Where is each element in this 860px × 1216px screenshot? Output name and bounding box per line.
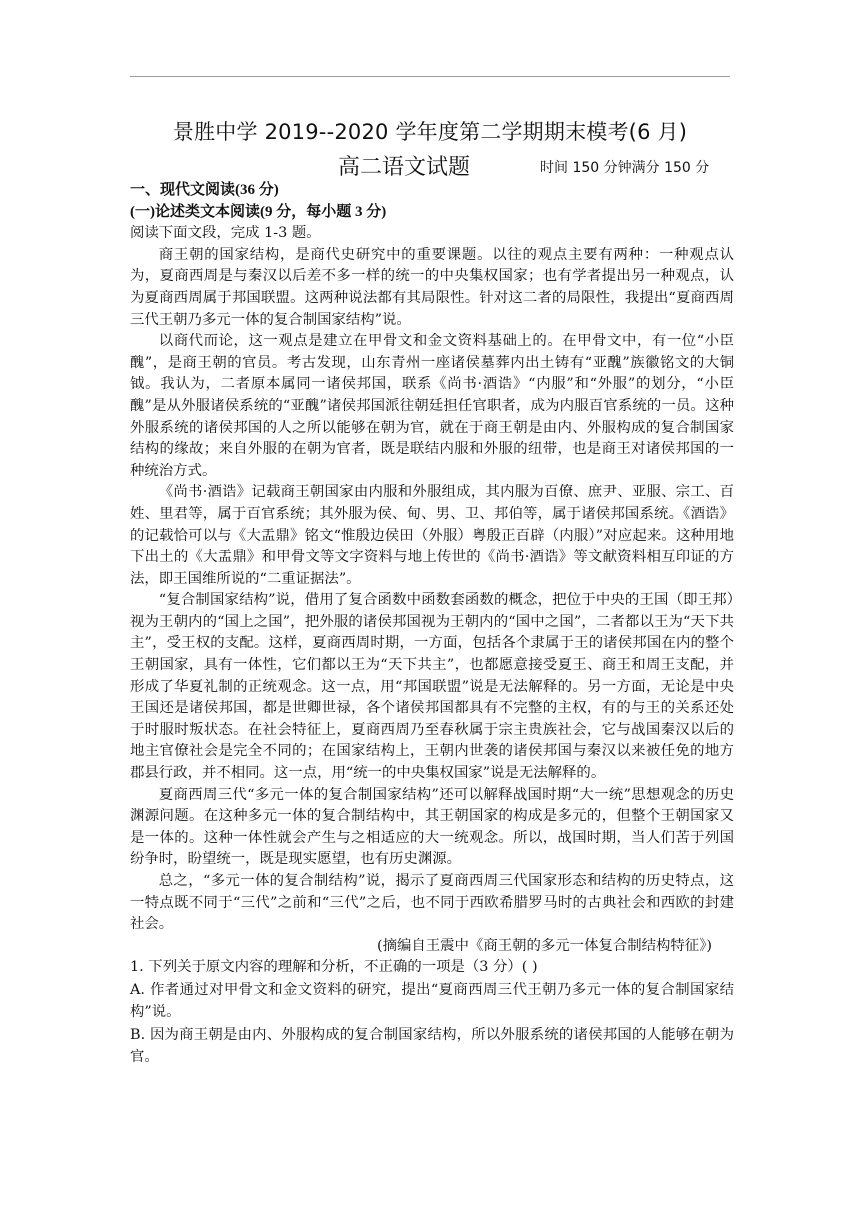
passage-paragraph: “复合制国家结构”说，借用了复合函数中函数套函数的概念，把位于中央的王国（即王邦）视为王朝内的“国上之国”，把外服的诸侯邦国视为王朝内的“国中之国”，二者都以王为“天下共主”，受王权的支配。这样，夏商西周时期，一方面，包括各个隶属于王的诸侯邦国在内的整个王朝国家，具有一体性，它们都以王为“天下共主”，也都愿意接受夏王、商王和周王支配，并形成了华夏礼制的正统观念。这一点，用“邦国联盟”说是无法解释的。另一方面，无论是中央王国还是诸侯邦国，都是世卿世禄，各个诸侯邦国都具有不完整的主权，有的与王的关系还处于时服时叛状态。在社会特征上，夏商西周乃至春秋属于宗主贵族社会，它与战国秦汉以后的地主官僚社会是完全不同的；在国家结构上，王朝内世袭的诸侯邦国与秦汉以来被任免的地方郡县行政，并不相同。这一点，用“统一的中央集权国家”说是无法解释的。 xyxy=(130,592,734,782)
passage-paragraph: 总之，“多元一体的复合制结构”说，揭示了夏商西周三代国家形态和结构的历史特点，这一特点既不同于“三代”之前和“三代”之后，也不同于西欧希腊罗马时的古典社会和西欧的封建社会。 xyxy=(130,873,734,933)
time-info: 时间 150 分钟满分 150 分 xyxy=(540,160,710,176)
subsection-heading: (一)论述类文本阅读(9 分，每小题 3 分) xyxy=(130,203,387,220)
exam-subtitle: 高二语文试题 xyxy=(338,155,471,180)
answer-option-a: A. 作者通过对甲骨文和金文资料的研究，提出“夏商西周三代王朝乃多元一体的复合制国家结构”说。 xyxy=(130,981,734,1021)
title-row xyxy=(0,150,860,182)
instruction-text: 阅读下面文段，完成 1-3 题。 xyxy=(130,225,321,242)
section-heading: 一、现代文阅读(36 分) xyxy=(130,182,279,198)
passage-paragraph: 《尚书·酒诰》记载商王朝国家由内服和外服组成，其内服为百僚、庶尹、亚服、宗工、百姓、里君等，属于百官系统；其外服为侯、甸、男、卫、邦伯等，属于诸侯邦国系统。《酒诰》的记载恰可以与《大盂鼎》铭文“惟殷边侯田（外服）粤殷正百辟（内服）”对应起来。这种用地下出土的《大盂鼎》和甲骨文等文字资料与地上传世的《尚书·酒诰》等文献资料相互印证的方法，即王国维所说的“二重证据法”。 xyxy=(130,484,734,587)
exam-title: 景胜中学 2019--2020 学年度第二学期期末模考(6 月) xyxy=(172,120,688,144)
document-body xyxy=(130,180,734,1069)
passage-paragraph: 商王朝的国家结构，是商代史研究中的重要课题。以往的观点主要有两种：一种观点认为，夏商西周是与秦汉以后差不多一样的统一的中央集权国家；也有学者提出另一种观点，认为夏商西周属于邦国联盟。这两种说法都有其局限性。针对这二者的局限性，我提出“夏商西周三代王朝乃多元一体的复合制国家结构”说。 xyxy=(130,246,734,328)
passage-paragraph: 夏商西周三代“多元一体的复合制国家结构”还可以解释战国时期“大一统”思想观念的历史渊源问题。在这种多元一体的复合制结构中，其王朝国家的构成是多元的，但整个王朝国家又是一体的。这种一体性就会产生与之相适应的大一统观念。所以，战国时期，当人们苦于列国纷争时，盼望统一，既是现实愿望，也有历史渊源。 xyxy=(130,786,734,868)
source-citation: (摘编自王震中《商王朝的多元一体复合制结构特征》) xyxy=(376,937,712,954)
answer-option-b: B. 因为商王朝是由内、外服构成的复合制国家结构，所以外服系统的诸侯邦国的人能够在朝为官。 xyxy=(130,1026,734,1066)
header-rule xyxy=(130,76,730,77)
passage-paragraph: 以商代而论，这一观点是建立在甲骨文和金文资料基础上的。在甲骨文中，有一位“小臣醜”，是商王朝的官员。考古发现，山东青州一座诸侯墓葬内出土铸有“亚醜”族徽铭文的大铜钺。我认为，二者原本属同一诸侯邦国，联系《尚书·酒诰》“内服”和“外服”的划分，“小臣醜”是从外服诸侯系统的“亚醜”诸侯邦国派往朝廷担任官职者，成为内服百官系统的一员。这种外服系统的诸侯邦国的人之所以能够在朝为官，就在于商王朝是由内、外服构成的复合制国家结构的缘故；来自外服的在朝为官者，既是联结内服和外服的纽带，也是商王对诸侯邦国的一种统治方式。 xyxy=(130,333,734,479)
question-stem: 1. 下列关于原文内容的理解和分析，不正确的一项是（3 分）( ) xyxy=(130,959,538,976)
